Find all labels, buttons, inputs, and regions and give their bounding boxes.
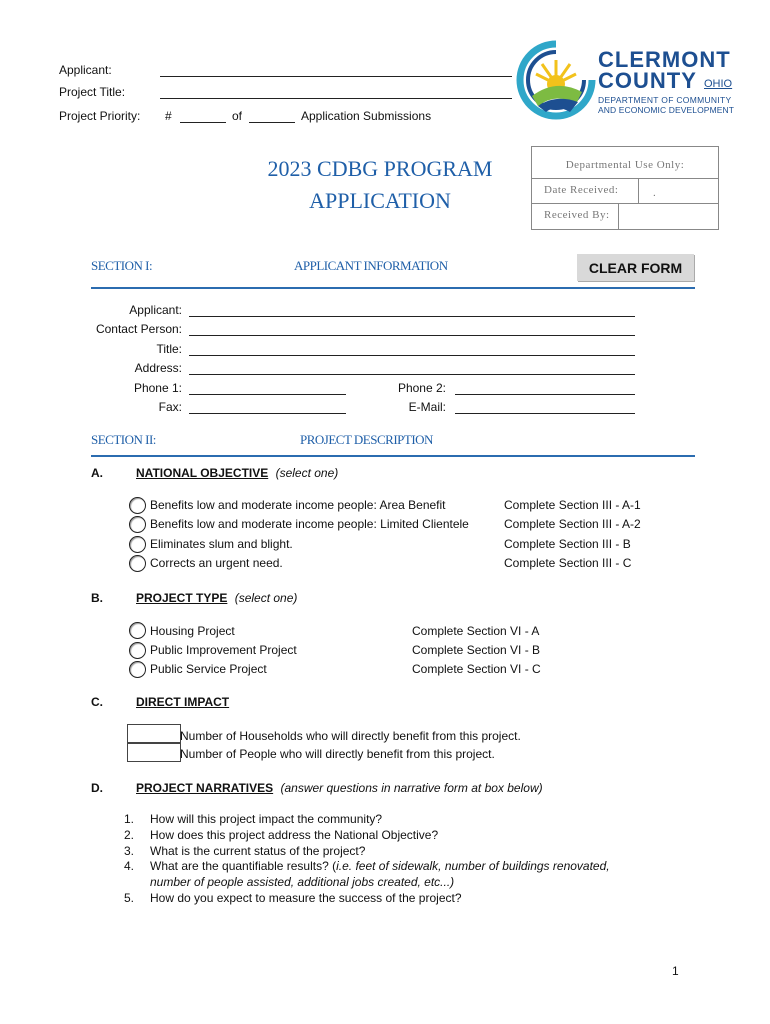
address-field[interactable] (189, 374, 635, 375)
clear-form-button[interactable]: CLEAR FORM (577, 254, 694, 281)
narrative-q5-number: 5. (124, 891, 135, 905)
logo-line2: COUNTY (598, 68, 697, 93)
section1-rule (91, 287, 695, 289)
received-by-label: Received By: (544, 209, 610, 221)
narrative-q1-number: 1. (124, 812, 135, 826)
section2-rule (91, 455, 695, 457)
type-option-2: Public Improvement Project (150, 643, 297, 657)
narrative-q2: How does this project address the National Objective? (150, 828, 439, 842)
narrative-q2-number: 2. (124, 828, 135, 842)
clermont-county-logo (516, 40, 756, 120)
logo-dept2: AND ECONOMIC DEVELOPMENT (598, 105, 735, 115)
objective-action-2: Complete Section III - A-2 (504, 517, 641, 531)
narrative-q4-number: 4. (124, 859, 135, 873)
narrative-q4-examples: i.e. feet of sidewalk, number of buildings renovated, (336, 859, 610, 873)
applicant-field[interactable] (189, 316, 635, 317)
header-project-priority-label: Project Priority: (59, 109, 141, 123)
type-radio-2[interactable] (129, 642, 146, 659)
type-option-3: Public Service Project (150, 662, 267, 676)
national-objective-note: (select one) (275, 466, 339, 480)
date-received-value: . (653, 187, 656, 199)
narrative-q1: How will this project impact the community? (150, 812, 383, 826)
section1-label: SECTION I: (91, 258, 153, 273)
priority-of: of (232, 109, 243, 123)
email-field[interactable] (455, 413, 635, 414)
objective-option-3: Eliminates slum and blight. (150, 537, 293, 551)
departmental-use-box (531, 146, 719, 230)
section-d-letter: D. (91, 781, 103, 795)
objective-option-4: Corrects an urgent need. (150, 556, 283, 570)
applicant-label: Applicant: (129, 303, 182, 317)
address-label: Address: (134, 361, 182, 375)
header-applicant-field[interactable] (160, 76, 512, 77)
header-applicant-label: Applicant: (59, 63, 112, 77)
email-label: E-Mail: (408, 400, 446, 414)
priority-total-field[interactable] (249, 122, 295, 123)
date-received-label: Date Received: (544, 184, 619, 196)
phone2-field[interactable] (455, 394, 635, 395)
type-action-1: Complete Section VI - A (412, 624, 540, 638)
narrative-q5: How do you expect to measure the success of the project? (150, 891, 462, 905)
narrative-q4: What are the quantifiable results? ( (150, 859, 337, 873)
narrative-q3-number: 3. (124, 844, 135, 858)
people-text: Number of People who will directly benefit from this project. (180, 747, 495, 761)
phone2-label: Phone 2: (397, 381, 446, 395)
narrative-q4-continued: number of people assisted, additional jobs created, etc...) (150, 875, 455, 889)
section1-title: APPLICANT INFORMATION (294, 258, 448, 273)
title-field[interactable] (189, 355, 635, 356)
logo-state: OHIO (704, 78, 733, 90)
date-received-field[interactable] (638, 179, 719, 204)
dept-heading: Departmental Use Only: (565, 159, 685, 171)
type-option-1: Housing Project (150, 624, 235, 638)
type-radio-1[interactable] (129, 622, 146, 639)
objective-option-2: Benefits low and moderate income people: Limited Clientele (150, 517, 469, 531)
households-text: Number of Households who will directly benefit from this project. (180, 729, 521, 743)
project-narratives-heading: PROJECT NARRATIVES (136, 781, 274, 795)
households-input[interactable] (127, 724, 181, 743)
section-b-letter: B. (91, 591, 103, 605)
objective-radio-1[interactable] (129, 497, 146, 514)
project-narratives-note: (answer questions in narrative form at box below) (280, 781, 543, 795)
page-title-line1: 2023 CDBG PROGRAM (267, 156, 493, 181)
header-project-title-field[interactable] (160, 98, 512, 99)
project-type-heading: PROJECT TYPE (136, 591, 228, 605)
page-title-line2: APPLICATION (309, 188, 451, 213)
type-action-3: Complete Section VI - C (412, 662, 541, 676)
title-label: Title: (156, 342, 182, 356)
phone1-label: Phone 1: (133, 381, 182, 395)
contact-person-field[interactable] (189, 335, 635, 336)
priority-number-field[interactable] (180, 122, 226, 123)
phone1-field[interactable] (189, 394, 346, 395)
logo-line1: CLERMONT (598, 47, 731, 72)
logo-sun-icon (516, 40, 596, 120)
priority-suffix: Application Submissions (301, 109, 432, 123)
objective-action-1: Complete Section III - A-1 (504, 498, 641, 512)
fax-label: Fax: (158, 400, 182, 414)
direct-impact-heading: DIRECT IMPACT (136, 695, 230, 709)
type-action-2: Complete Section VI - B (412, 643, 541, 657)
section-a-letter: A. (91, 466, 103, 480)
section-c-letter: C. (91, 695, 103, 709)
type-radio-3[interactable] (129, 661, 146, 678)
narrative-q3: What is the current status of the project? (150, 844, 366, 858)
objective-radio-3[interactable] (129, 536, 146, 553)
objective-option-1: Benefits low and moderate income people: Area Benefit (150, 498, 446, 512)
people-input[interactable] (127, 743, 181, 762)
section2-label: SECTION II: (91, 432, 156, 447)
objective-action-3: Complete Section III - B (504, 537, 631, 551)
section2-title: PROJECT DESCRIPTION (300, 432, 433, 447)
header-project-title-label: Project Title: (59, 85, 126, 99)
national-objective-heading: NATIONAL OBJECTIVE (136, 466, 269, 480)
priority-hash: # (165, 109, 172, 123)
logo-dept1: DEPARTMENT OF COMMUNITY (598, 95, 732, 105)
objective-radio-4[interactable] (129, 555, 146, 572)
objective-radio-2[interactable] (129, 516, 146, 533)
project-type-note: (select one) (234, 591, 298, 605)
objective-action-4: Complete Section III - C (504, 556, 632, 570)
contact-person-label: Contact Person: (95, 322, 182, 336)
page-number: 1 (672, 964, 679, 978)
received-by-field[interactable] (618, 204, 719, 229)
fax-field[interactable] (189, 413, 346, 414)
